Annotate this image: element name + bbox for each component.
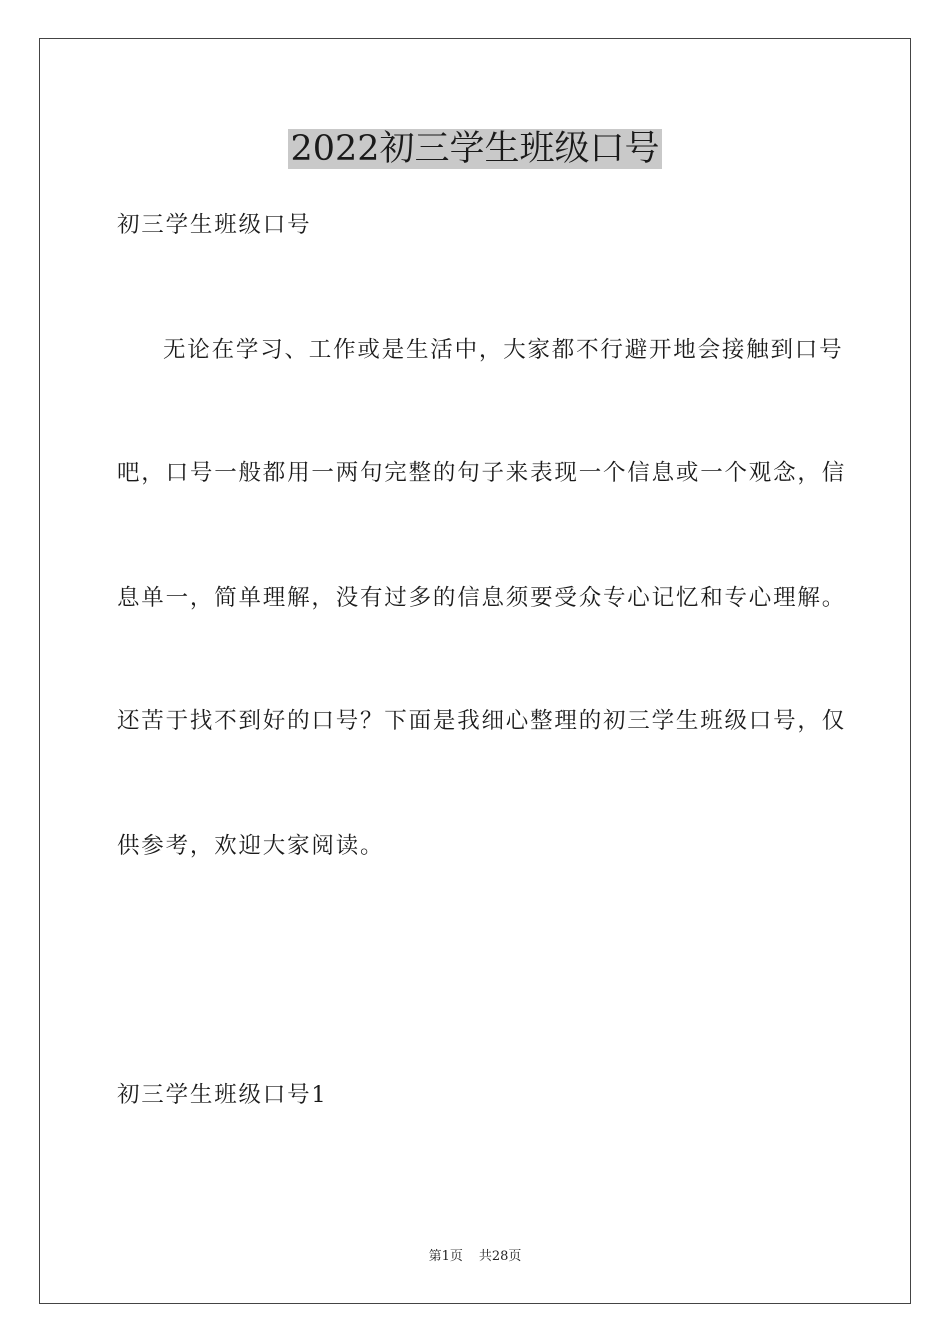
section-heading: 初三学生班级口号1 [117, 1082, 328, 1108]
document-title [0, 128, 950, 170]
paragraph-line: 还苦于找不到好的口号？下面是我细心整理的初三学生班级口号，仅 [117, 708, 847, 734]
page-number: 第1页 [428, 1249, 463, 1264]
document-subtitle: 初三学生班级口号 [117, 212, 312, 238]
total-pages: 共28页 [478, 1249, 522, 1264]
paragraph-line: 吧，口号一般都用一两句完整的句子来表现一个信息或一个观念，信 [117, 460, 847, 486]
paragraph-line: 供参考，欢迎大家阅读。 [117, 833, 385, 859]
page-footer [0, 1248, 950, 1266]
paragraph-line: 无论在学习、工作或是生活中，大家都不行避开地会接触到口号 [163, 337, 844, 363]
paragraph-line: 息单一，简单理解，没有过多的信息须要受众专心记忆和专心理解。 [117, 585, 847, 611]
document-title-text: 2022初三学生班级口号 [290, 129, 660, 169]
